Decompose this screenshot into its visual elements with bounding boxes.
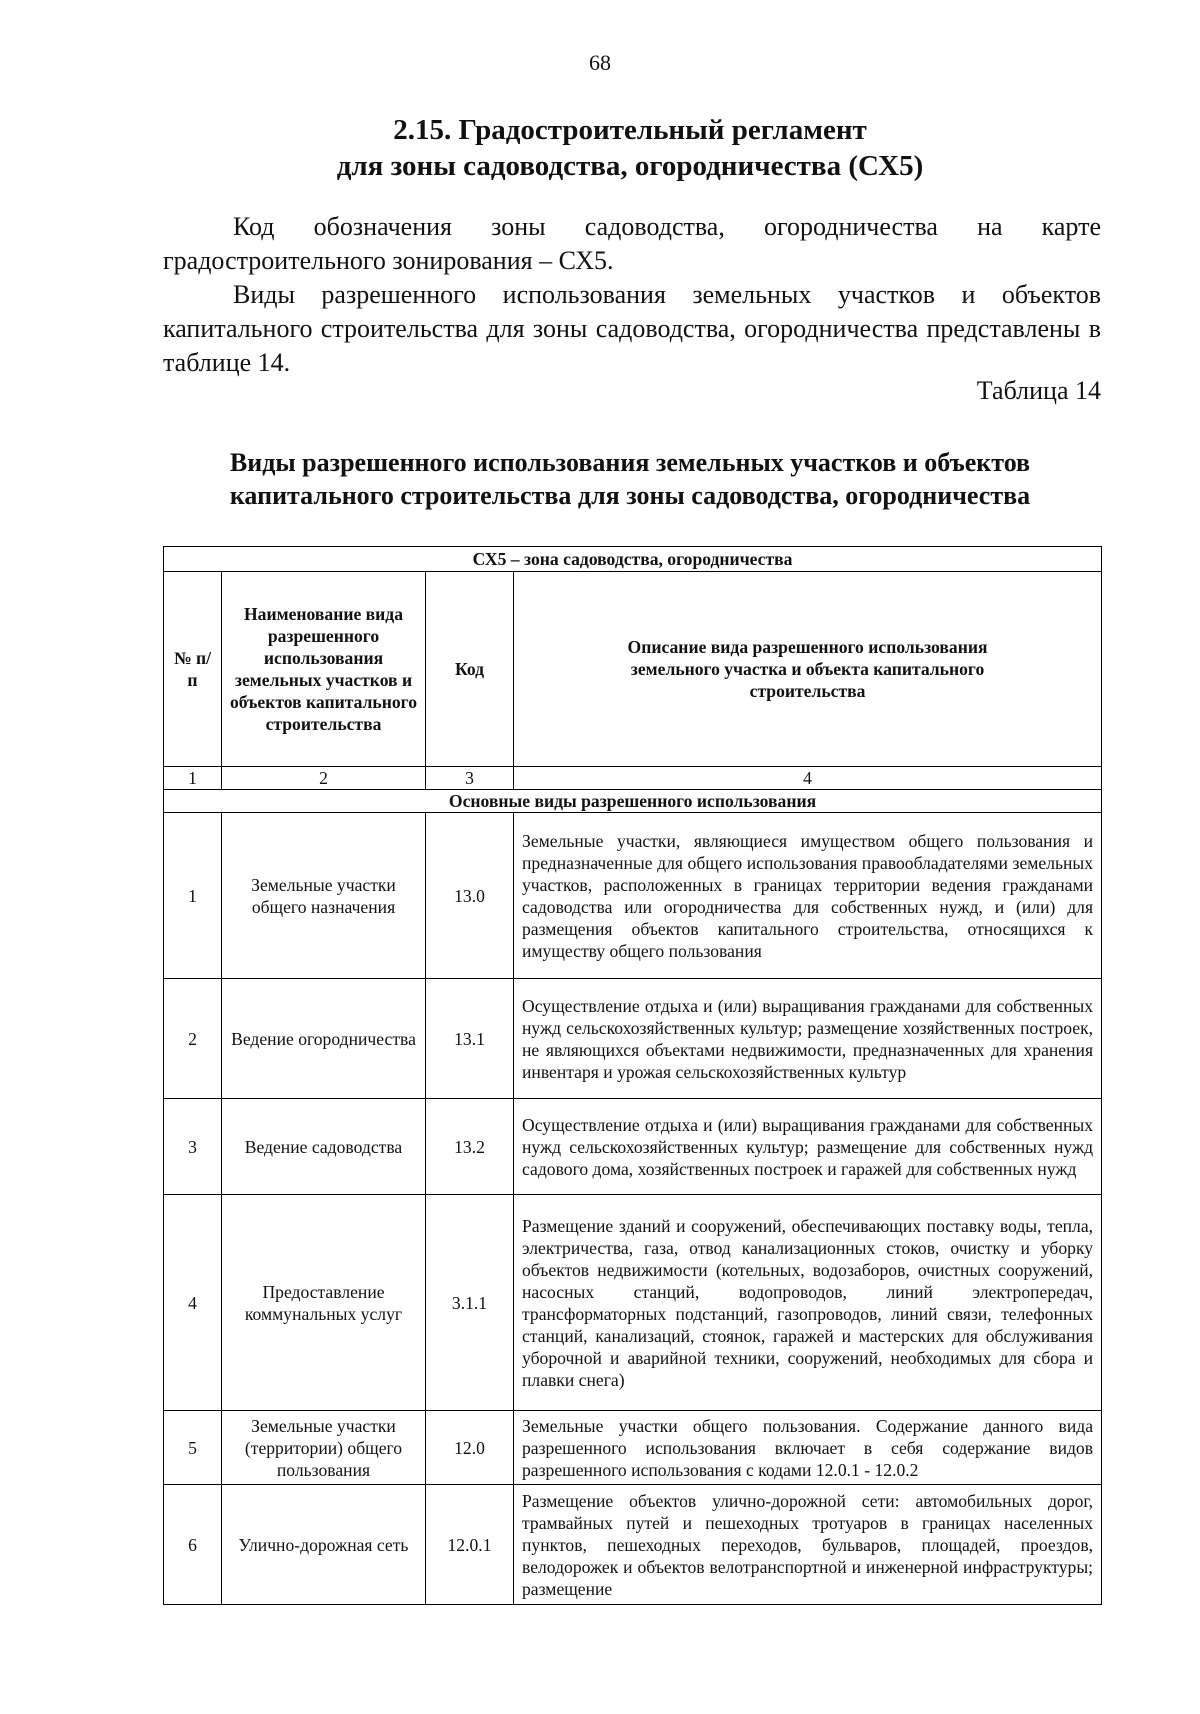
- page-number: 68: [589, 50, 611, 75]
- table-row: [164, 1099, 1102, 1195]
- table-title-line-1: Виды разрешенного использования земельных участков и объектов: [229, 448, 1031, 477]
- row-code: 12.0: [426, 1411, 514, 1485]
- row-description: Земельные участки общего пользования. Содержание данного вида разрешенного использования включает в себя содержание видов разрешенного использования с кодами 12.0.1 - 12.0.2: [514, 1411, 1102, 1485]
- row-number: 5: [164, 1411, 222, 1485]
- row-name: Ведение садоводства: [222, 1099, 426, 1195]
- row-name: Земельные участки (территории) общего пользования: [222, 1411, 426, 1485]
- column-number: 1: [164, 767, 222, 790]
- row-description: Земельные участки, являющиеся имуществом общего пользования и предназначенные для общего использования правообладателями земельных участков, расположенных в границах территории ведения гражданами садоводства или огородничества для собственных нужд, и (или) для размещения объектов капитального строительства, относящихся к имуществу общего пользования: [514, 813, 1102, 979]
- row-number: 1: [164, 813, 222, 979]
- header-description: Описание вида разрешенного использования земельного участка и объекта капитального строительства: [514, 572, 1102, 767]
- paragraph-zone-code: Код обозначения зоны садоводства, огородничества на карте градостроительного зонирования – СХ5.: [163, 212, 1101, 275]
- row-name: Улично-дорожная сеть: [222, 1485, 426, 1605]
- table-row: [164, 979, 1102, 1099]
- header-name: Наименование вида разрешенного использования земельных участков и объектов капитального строительства: [222, 572, 426, 767]
- section-row: [164, 790, 1102, 813]
- section-heading-line-2: для зоны садоводства, огородничества (СХ5): [336, 150, 924, 182]
- row-number: 3: [164, 1099, 222, 1195]
- table-title-line-2: капитального строительства для зоны садоводства, огородничества: [229, 481, 1031, 510]
- table-title: [150, 446, 1110, 512]
- row-code: 12.0.1: [426, 1485, 514, 1605]
- row-number: 6: [164, 1485, 222, 1605]
- row-number: 4: [164, 1195, 222, 1411]
- table-row: [164, 1411, 1102, 1485]
- row-code: 3.1.1: [426, 1195, 514, 1411]
- paragraph-table-reference: Виды разрешенного использования земельных участков и объектов капитального строительства для зоны садоводства, огородничества представлены в таблице 14.: [163, 280, 1101, 377]
- row-name: Земельные участки общего назначения: [222, 813, 426, 979]
- row-code: 13.2: [426, 1099, 514, 1195]
- section-label: Основные виды разрешенного использования: [164, 790, 1102, 813]
- land-use-table: [163, 546, 1102, 1605]
- table-row: [164, 1195, 1102, 1411]
- section-heading: [150, 112, 1110, 184]
- table-row: [164, 813, 1102, 979]
- zone-header-cell: СХ5 – зона садоводства, огородничества: [164, 547, 1102, 572]
- header-code: Код: [426, 572, 514, 767]
- column-number: 3: [426, 767, 514, 790]
- row-description: Размещение зданий и сооружений, обеспечивающих поставку воды, тепла, электричества, газа, отвод канализационных стоков, очистку и уборку объектов недвижимости (котельных, водозаборов, очистных сооружений, насосных станций, водопроводов, линий электропередач, трансформаторных подстанций, газопроводов, линий связи, телефонных станций, канализаций, стоянок, гаражей и мастерских для обслуживания уборочной и аварийной техники, сооружений, необходимых для сбора и плавки снега): [514, 1195, 1102, 1411]
- section-heading-line-1: 2.15. Градостроительный регламент: [393, 114, 867, 146]
- row-number: 2: [164, 979, 222, 1099]
- table-caption: Таблица 14: [976, 376, 1101, 405]
- row-description: Размещение объектов улично-дорожной сети: автомобильных дорог, трамвайных путей и пешеходных тротуаров в границах населенных пунктов, пешеходных переходов, бульваров, площадей, проездов, велодорожек и объектов велотранспортной и инженерной инфраструктуры; размещение: [514, 1485, 1102, 1605]
- column-header-row: [164, 572, 1102, 767]
- header-no: № п/п: [164, 572, 222, 767]
- row-description: Осуществление отдыха и (или) выращивания гражданами для собственных нужд сельскохозяйственных культур; размещение хозяйственных построек, не являющихся объектами недвижимости, предназначенных для хранения инвентаря и урожая сельскохозяйственных культур: [514, 979, 1102, 1099]
- row-name: Ведение огородничества: [222, 979, 426, 1099]
- table-row: [164, 1485, 1102, 1605]
- row-name: Предоставление коммунальных услуг: [222, 1195, 426, 1411]
- column-number-row: [164, 767, 1102, 790]
- zone-header-row: [164, 547, 1102, 572]
- row-code: 13.0: [426, 813, 514, 979]
- column-number: 2: [222, 767, 426, 790]
- row-description: Осуществление отдыха и (или) выращивания гражданами для собственных нужд сельскохозяйственных культур; размещение для собственных нужд садового дома, хозяйственных построек и гаражей для собственных нужд: [514, 1099, 1102, 1195]
- row-code: 13.1: [426, 979, 514, 1099]
- column-number: 4: [514, 767, 1102, 790]
